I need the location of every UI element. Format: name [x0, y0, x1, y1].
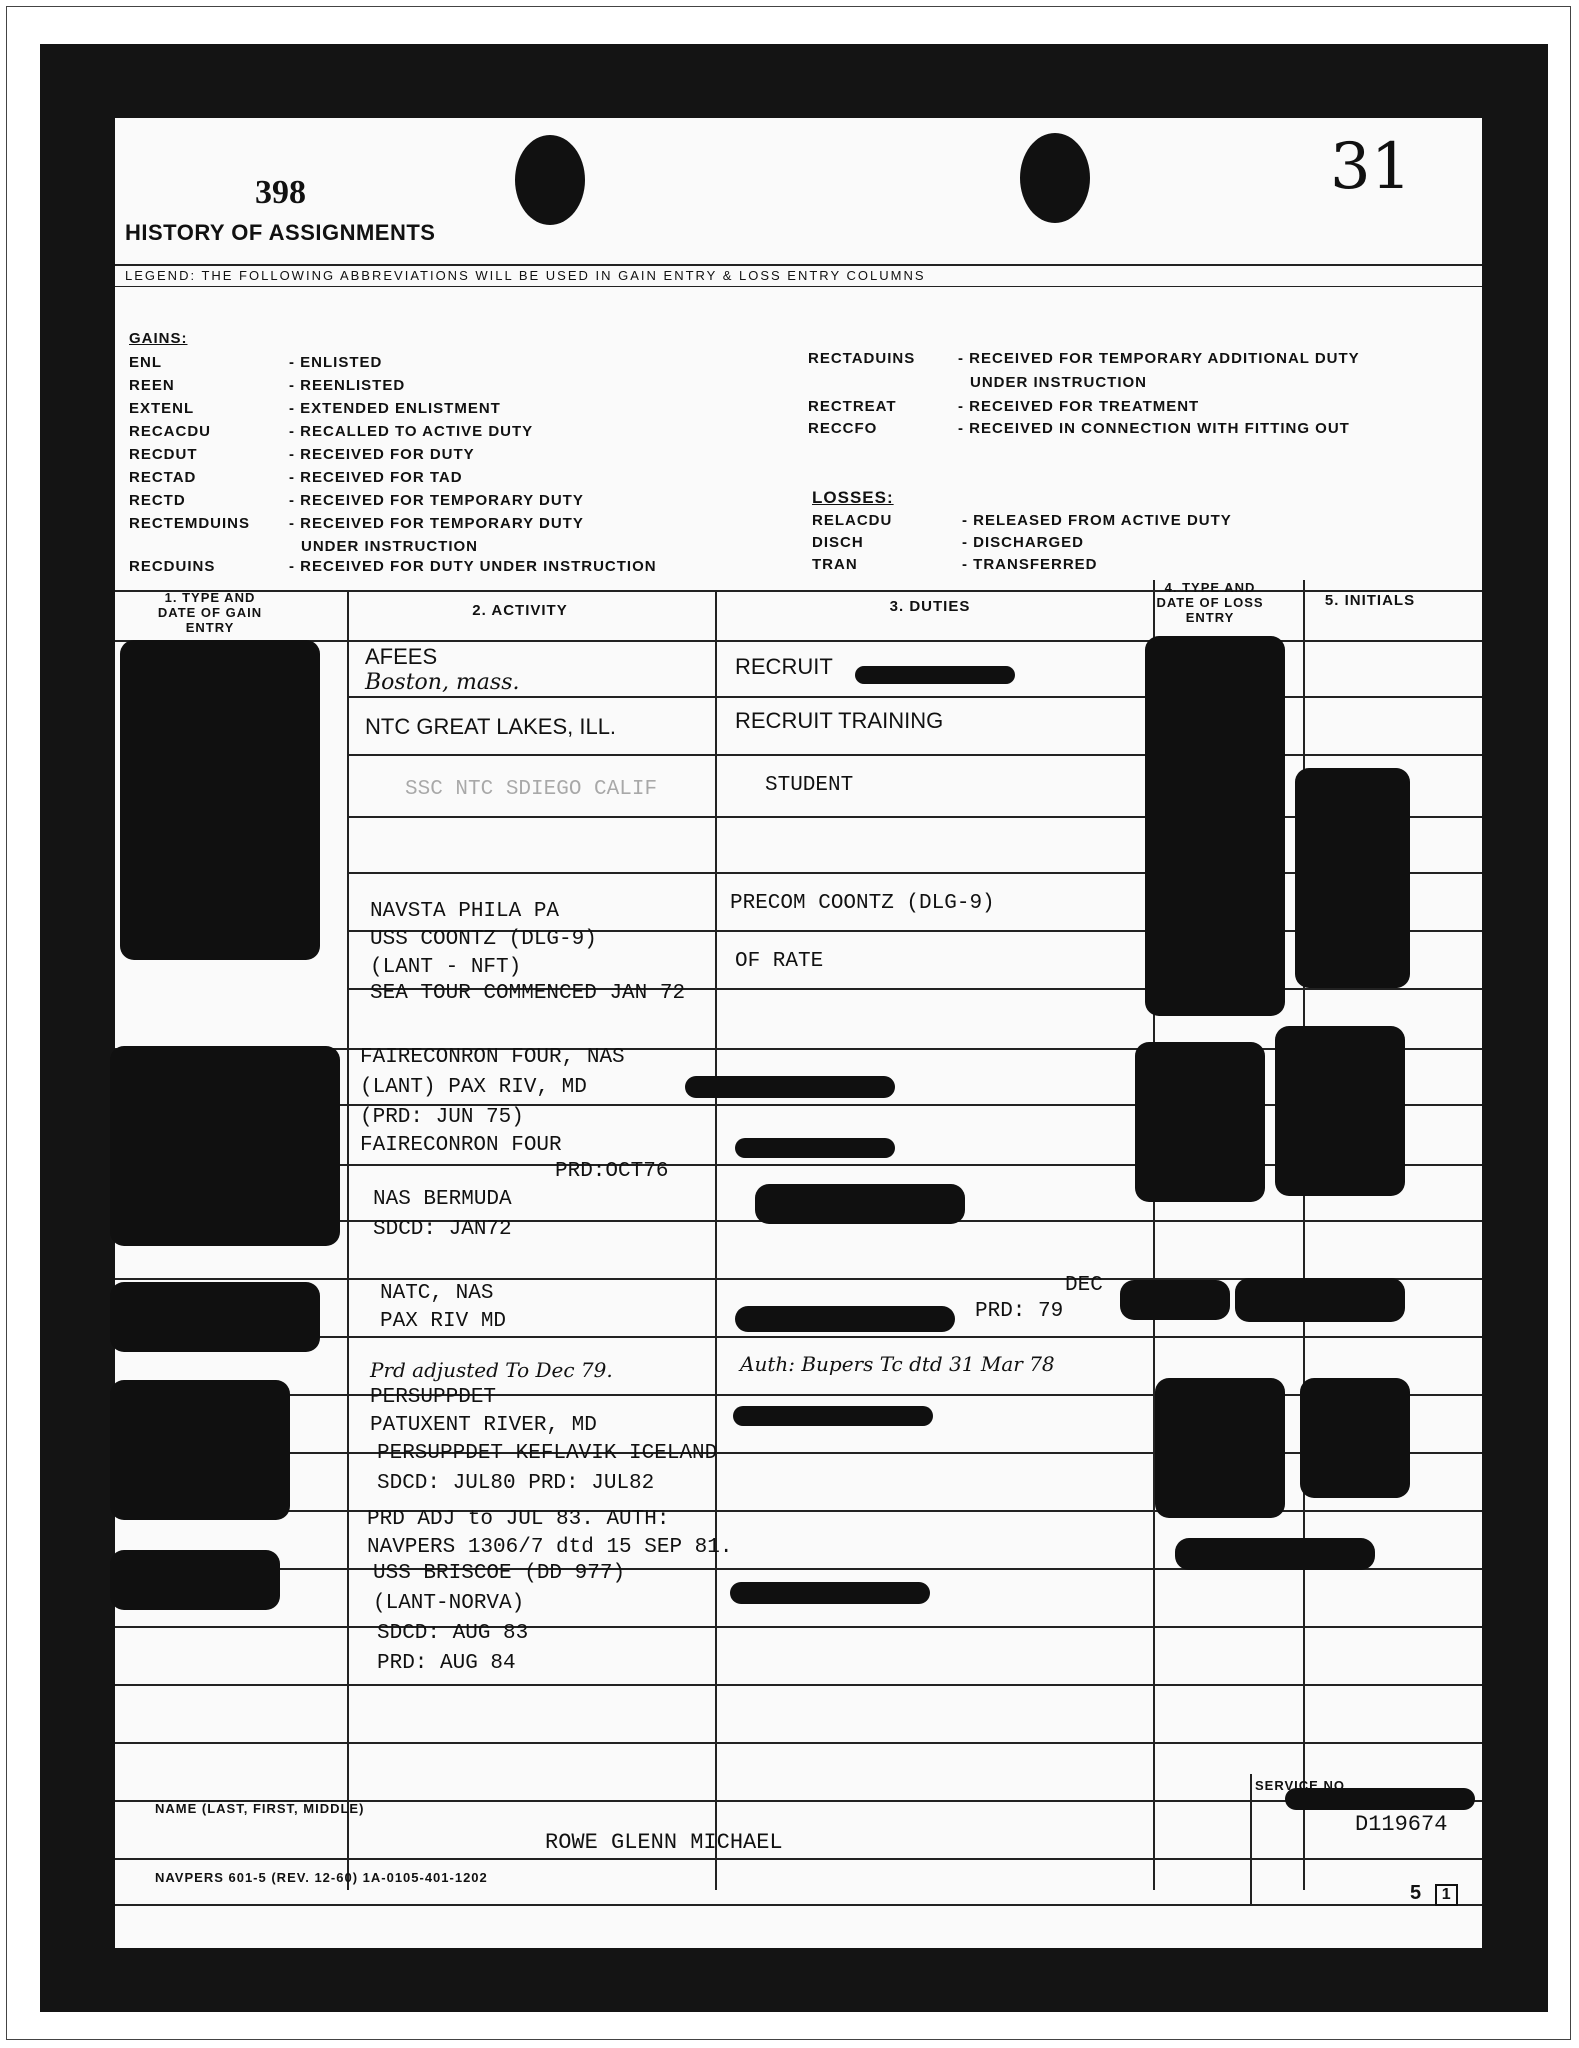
page-number-text: 5 [1410, 1882, 1422, 1904]
row-rule [347, 754, 1482, 756]
entry-activity: PAX RIV MD [380, 1310, 507, 1333]
col-header-gain: 1. TYPE AND DATE OF GAIN ENTRY [157, 590, 263, 635]
entry-activity: NTC GREAT LAKES, ILL. [365, 714, 617, 739]
loss-item: RELACDU - RELEASED FROM ACTIVE DUTY [812, 512, 1232, 529]
entry-activity: SDCD: AUG 83 [377, 1622, 529, 1645]
legend-text: LEGEND: THE FOLLOWING ABBREVIATIONS WILL BE USED IN GAIN ENTRY & LOSS ENTRY COLUMNS [125, 268, 926, 283]
redaction [735, 1138, 895, 1158]
redaction [110, 1550, 280, 1610]
gain-item: RECDUINS - RECEIVED FOR DUTY UNDER INSTRUCTION [129, 558, 657, 575]
gains-right-list [808, 350, 1360, 442]
entry-activity: FAIRECONRON FOUR [360, 1134, 562, 1157]
entry-duty: RECRUIT [735, 654, 833, 679]
redaction [1275, 1026, 1405, 1196]
redaction [110, 1380, 290, 1520]
gain-item: RECTD - RECEIVED FOR TEMPORARY DUTY [129, 492, 584, 509]
service-value: D119674 [1355, 1812, 1448, 1837]
redaction [1135, 1042, 1265, 1202]
assignment-form [115, 118, 1482, 1948]
gain-item: EXTENL - EXTENDED ENLISTMENT [129, 400, 501, 417]
row-rule [115, 1626, 1482, 1628]
page-number [1410, 1882, 1458, 1906]
header-rule [115, 264, 1482, 266]
col-header-initials: 5. INITIALS [1324, 592, 1416, 609]
col-header-loss: 4. TYPE AND DATE OF LOSS ENTRY [1156, 580, 1264, 625]
page-mark: 31 [1330, 130, 1412, 204]
row-rule [115, 1858, 1482, 1860]
loss-item: DISCH - DISCHARGED [812, 534, 1085, 551]
redaction [1145, 636, 1285, 1016]
row-rule [347, 696, 1482, 698]
entry-activity: PERSUPPDET [370, 1386, 497, 1409]
entry-activity: PRD: AUG 84 [377, 1652, 516, 1675]
redaction [110, 1282, 320, 1352]
entry-activity: (LANT) PAX RIV, MD [360, 1076, 587, 1099]
entry-activity: SDCD: JAN72 [373, 1218, 512, 1241]
redaction [855, 666, 1015, 684]
row-rule [115, 1742, 1482, 1744]
entry-activity: PATUXENT RIVER, MD [370, 1414, 597, 1437]
gain-item: UNDER INSTRUCTION [301, 538, 478, 555]
redaction [120, 640, 320, 960]
entry-duty: PRD: 79 [975, 1300, 1064, 1323]
entry-duty: RECRUIT TRAINING [735, 708, 944, 733]
redaction [755, 1184, 965, 1224]
entry-handwritten: Boston, mass. [365, 670, 520, 695]
entry-activity: USS COONTZ (DLG-9) [370, 928, 597, 951]
entry-handwritten: Auth: Bupers Tc dtd 31 Mar 78 [740, 1352, 1055, 1376]
page-number-box: 1 [1435, 1884, 1458, 1906]
entry-loss: DEC [1065, 1274, 1103, 1297]
footer-rule [115, 1904, 1482, 1906]
gain-item: RECTEMDUINS - RECEIVED FOR TEMPORARY DUTY [129, 515, 584, 532]
gain-item: RECDUT - RECEIVED FOR DUTY [129, 446, 475, 463]
entry-activity: NAVSTA PHILA PA [370, 900, 560, 923]
redaction [685, 1076, 895, 1098]
name-label: NAME (LAST, FIRST, MIDDLE) [155, 1801, 365, 1816]
entry-handwritten: Prd adjusted To Dec 79. [370, 1358, 613, 1382]
gain-item: RECTADUINS - RECEIVED FOR TEMPORARY ADDITIONAL DUTY [808, 350, 1360, 367]
gain-item: REEN - REENLISTED [129, 377, 406, 394]
entry-duty: OF RATE [735, 950, 824, 973]
entry-activity: (LANT-NORVA) [373, 1592, 525, 1615]
service-label: SERVICE NO. [1255, 1778, 1350, 1793]
legend-rule [115, 286, 1482, 287]
entry-activity: PRD:OCT76 [555, 1160, 669, 1183]
entry-activity: SEA TOUR COMMENCED JAN 72 [370, 982, 686, 1005]
entry-activity: FAIRECONRON FOUR, NAS [360, 1046, 625, 1069]
entry-activity: NATC, NAS [380, 1282, 494, 1305]
col-divider [347, 590, 349, 1890]
redaction [1235, 1278, 1405, 1322]
name-value: ROWE GLENN MICHAEL [545, 1830, 783, 1855]
entry-duty: PRECOM COONTZ (DLG-9) [730, 892, 995, 915]
col-header-activity: 2. ACTIVITY [472, 602, 568, 619]
gain-item: ENL - ENLISTED [129, 354, 383, 371]
redaction [1175, 1538, 1375, 1570]
form-code: NAVPERS 601-5 (REV. 12-60) 1A-0105-401-1202 [155, 1870, 488, 1885]
gain-item: RECCFO - RECEIVED IN CONNECTION WITH FITTING OUT [808, 420, 1350, 437]
entry-activity: SDCD: JUL80 PRD: JUL82 [377, 1472, 655, 1495]
entry-activity: PRD ADJ to JUL 83. AUTH: [367, 1508, 670, 1531]
entry-activity: AFEES [365, 644, 438, 669]
entry-activity-faint: SSC NTC SDIEGO CALIF [405, 778, 658, 801]
footer-divider [1250, 1774, 1252, 1904]
redaction [1120, 1280, 1230, 1320]
col-header-duties: 3. DUTIES [889, 598, 971, 615]
entry-activity: (LANT - NFT) [370, 956, 522, 979]
redaction [1155, 1378, 1285, 1518]
table-top-rule [115, 590, 1482, 592]
redaction [735, 1306, 955, 1332]
col-divider [715, 590, 717, 1890]
entry-activity: USS BRISCOE (DD 977) [373, 1562, 626, 1585]
losses-heading: LOSSES: [812, 488, 894, 507]
entry-activity: NAS BERMUDA [373, 1188, 512, 1211]
gains-list [129, 354, 657, 581]
gains-heading: GAINS: [129, 330, 188, 347]
redaction [1300, 1378, 1410, 1498]
row-rule [115, 1336, 1482, 1338]
loss-item: TRAN - TRANSFERRED [812, 556, 1098, 573]
losses-list [812, 512, 1232, 578]
gain-item: UNDER INSTRUCTION [970, 374, 1147, 391]
entry-activity: PERSUPPDET KEFLAVIK ICELAND [377, 1442, 718, 1465]
gain-item: RECACDU - RECALLED TO ACTIVE DUTY [129, 423, 534, 440]
redaction [730, 1582, 930, 1604]
row-rule [115, 1684, 1482, 1686]
form-number: 398 [255, 174, 306, 211]
redaction [1295, 768, 1410, 988]
entry-activity: (PRD: JUN 75) [360, 1106, 524, 1129]
redaction [733, 1406, 933, 1426]
page-title: HISTORY OF ASSIGNMENTS [125, 220, 436, 245]
gain-item: RECTREAT - RECEIVED FOR TREATMENT [808, 398, 1200, 415]
entry-activity: NAVPERS 1306/7 dtd 15 SEP 81. [367, 1536, 733, 1559]
punch-hole-left [515, 135, 585, 225]
redaction [110, 1046, 340, 1246]
entry-duty: STUDENT [765, 774, 854, 797]
punch-hole-right [1020, 133, 1090, 223]
gain-item: RECTAD - RECEIVED FOR TAD [129, 469, 463, 486]
